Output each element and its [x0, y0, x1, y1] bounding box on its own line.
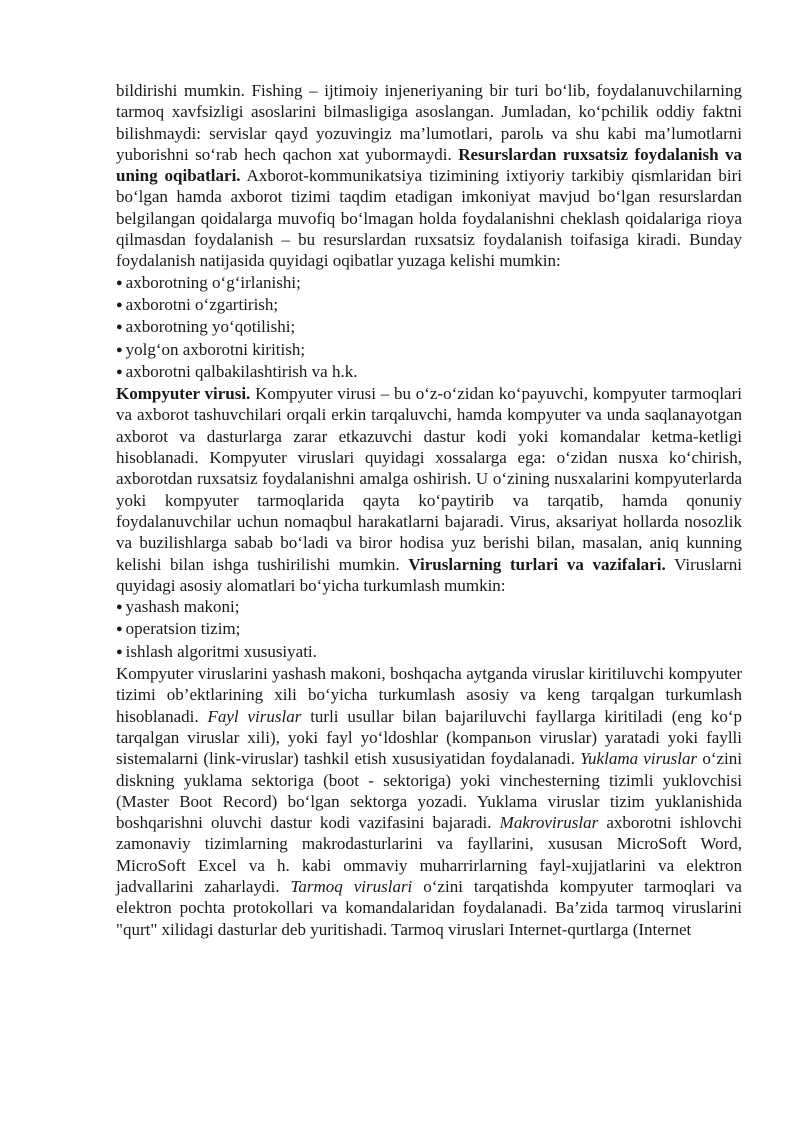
heading-virus-types: Viruslarning turlari va vazifalari.: [408, 554, 666, 574]
list-item: ● operatsion tizim;: [116, 619, 241, 639]
term-file-viruses: Fayl viruslar: [207, 706, 302, 726]
term-network-viruses: Tarmoq viruslari: [290, 876, 413, 896]
bullet-icon: ●: [116, 298, 123, 311]
bullet-icon: ●: [116, 276, 123, 289]
bullet-icon: ●: [116, 365, 123, 378]
text-computer-virus: Kompyuter virusi – bu o‘z-o‘zidan ko‘payuvchi, kompyuter tarmoqlari va axborot tashuvchilari orqali erkin tarqaluvchi, hamda kompyuter va unda saqlanayotgan axborot va dasturlarga zarar etkazuvchi dastur kodi yoki komandalar ketma-ketligi hisoblanadi. Kompyuter viruslari quyidagi xossalarga ega: o‘zidan nusxa ko‘chirish, axborotdan ruxsatsiz foydalanishni amalga oshirish. U o‘zining nusxalarini kompyuterlarda yoki kompyuter tarmoqlarida qayta ko‘paytirib va tarqatib, hamda qonuniy foydalanuvchilar uchun nomaqbul harakatlarni bajaradi. Virus, aksariyat hollarda nosozlik va buzilishlarga sabab bo‘ladi va biror hodisa yuz berishi bilan, masalan, aniq kunning kelishi bilan ishga tushirilishi mumkin.: [116, 384, 742, 574]
paragraph-computer-virus: [116, 383, 742, 596]
bullet-icon: ●: [116, 623, 123, 636]
bullet-icon: ●: [116, 601, 123, 614]
list-item: ● yolg‘on axborotni kiritish;: [116, 339, 306, 359]
list-item: ● axborotning o‘g‘irlanishi;: [116, 272, 301, 292]
classification-list: [116, 596, 742, 663]
heading-unauthorized-access: Resurslardan ruxsatsiz foydalanish va uning oqibatlari.: [116, 144, 743, 186]
list-item: ● yashash makoni;: [116, 597, 240, 617]
text-virus-types: Viruslarni quyidagi asosiy alomatlari bo‘yicha turkumlash mumkin:: [116, 554, 743, 595]
heading-computer-virus: Kompyuter virusi.: [116, 384, 251, 404]
bullet-icon: ●: [116, 343, 123, 356]
bullet-icon: ●: [116, 321, 123, 334]
term-macroviruses: Makroviruslar: [499, 813, 599, 833]
list-item: ● axborotning yo‘qotilishi;: [116, 317, 296, 337]
paragraph-virus-habitat: Kompyuter viruslarini yashash makoni, boshqacha aytganda viruslar kiritiluvchi kompyuter tizimi ob’ektlarining xili bo‘yicha turkumlash asosiy va keng tarqalgan turkumlash hisoblanadi. Fayl viruslar turli usullar bilan bajariluvchi fayllarga kiritiladi (eng ko‘p tarqalgan viruslar xili), yoki fayl yo‘ldoshlar (kompanьon viruslar) yaratadi yoki faylli sistemalarni (link-viruslar) tashkil etish xususiyatidan foydalanadi. Yuklama viruslar o‘zini diskning yuklama sektoriga (boot - sektoriga) yoki vinchesterning tizimli yuklovchisi (Master Boot Record) bo‘lgan sektorga yozadi. Yuklama viruslar tizim yuklanishida boshqarishni oluvchi dastur kodi vazifasini bajaradi. Makroviruslar axborotni ishlovchi zamonaviy tizimlarning makrodasturlarini va fayllarini, xususan MicroSoft Word, MicroSoft Excel va h. kabi ommaviy muharrirlarning fayl-xujjatlarini va elektron jadvallarini zaharlaydi. Tarmoq viruslari o‘zini tarqatishda kompyuter tarmoqlari va elektron pochta protokollari va komandalaridan foydalanadi. Ba’zida tarmoq viruslarini "qurt" xilidagi dasturlar deb yuritishadi. Tarmoq viruslari Internet-qurtlarga (Internet: [116, 664, 742, 939]
term-boot-viruses: Yuklama viruslar: [580, 749, 698, 769]
paragraph-phishing-unauthorized-access: [116, 80, 742, 272]
bullet-icon: ●: [116, 645, 123, 658]
list-item: ● axborotni qalbakilashtirish va h.k.: [116, 361, 358, 381]
text-unauthorized-access: Axborot-kommunikatsiya tizimining ixtiyoriy tarkibiy qismlaridan biri bo‘lgan hamda axborot tizimi taqdim etadigan imkoniyat mavjud bo‘lgan resurslardan belgilangan qoidalarga muvofiq bo‘lmagan holda foydalanishni cheklash qoidalariga rioya qilmasdan foydalanish – bu resurslardan ruxsatsiz foydalanish toifasiga kiradi. Bunday foydalanish natijasida quyidagi oqibatlar yuzaga kelishi mumkin:: [116, 166, 743, 271]
consequences-list: [116, 272, 742, 383]
list-item: ● axborotni o‘zgartirish;: [116, 294, 279, 314]
list-item: ● ishlash algoritmi xususiyati.: [116, 641, 317, 661]
text-phishing: bildirishi mumkin. Fishing – ijtimoiy injeneriyaning bir turi bo‘lib, foydalanuvchilarning tarmoq xavfsizligi asoslarini bilmasligiga asoslangan. Jumladan, ko‘pchilik oddiy faktni bilishmaydi: servislar qayd yozuvingiz ma’lumotlari, parolь va shu kabi ma’lumotlarni yuborishni so‘rab hech qachon xat yubormaydi.: [116, 81, 742, 164]
